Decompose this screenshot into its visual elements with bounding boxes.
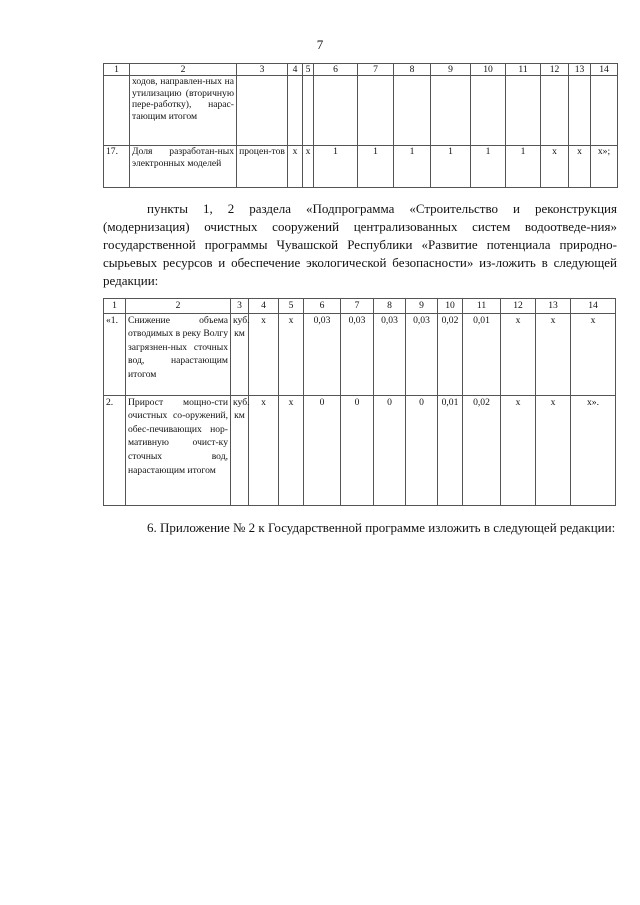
column-number: 9 <box>406 299 438 314</box>
table-cell: Снижение объема отводимых в реку Волгу загрязнен-ных сточных вод, нарастающим итогом <box>126 313 231 395</box>
table-cell: куб. км <box>231 313 249 395</box>
column-number: 14 <box>591 64 618 76</box>
table-cell: «1. <box>104 313 126 395</box>
table-cell: x»; <box>591 146 618 188</box>
table-cell: x <box>501 395 536 505</box>
table-cell: 0 <box>304 395 341 505</box>
table-cell: 0 <box>374 395 406 505</box>
column-number: 8 <box>394 64 431 76</box>
table-cell: 0,03 <box>304 313 341 395</box>
column-number: 13 <box>569 64 591 76</box>
table-cell <box>358 76 394 146</box>
table-cell: Прирост мощно-сти очистных со-оружений, обес-печивающих нор-мативную очист-ку сточных вод, нарастающим итогом <box>126 395 231 505</box>
table-cell: 1 <box>314 146 358 188</box>
table-cell: x <box>501 313 536 395</box>
column-number: 10 <box>438 299 463 314</box>
table-cell: Доля разработан-ных электронных моделей <box>130 146 237 188</box>
table-cell: x <box>249 395 279 505</box>
table-row <box>104 313 616 395</box>
table-cell <box>104 76 130 146</box>
column-number: 1 <box>104 64 130 76</box>
column-number: 13 <box>536 299 571 314</box>
table-cell <box>471 76 506 146</box>
table-cell: 1 <box>471 146 506 188</box>
table-cell: 0,01 <box>438 395 463 505</box>
table-cell: x <box>536 313 571 395</box>
indicators-table-continued <box>103 63 618 188</box>
column-number: 14 <box>571 299 616 314</box>
column-number: 9 <box>431 64 471 76</box>
table-cell: 0 <box>406 395 438 505</box>
column-number: 3 <box>231 299 249 314</box>
table-cell <box>288 76 303 146</box>
table-cell: 1 <box>506 146 541 188</box>
column-number: 11 <box>463 299 501 314</box>
table-cell: x <box>279 313 304 395</box>
table-cell: 0,03 <box>341 313 374 395</box>
table-cell <box>314 76 358 146</box>
column-number: 12 <box>501 299 536 314</box>
table-cell: x». <box>571 395 616 505</box>
table-cell: x <box>249 313 279 395</box>
table-header-row <box>104 64 618 76</box>
table-cell: 0,01 <box>463 313 501 395</box>
table-cell: x <box>288 146 303 188</box>
column-number: 10 <box>471 64 506 76</box>
column-number: 5 <box>303 64 314 76</box>
table-cell: 1 <box>394 146 431 188</box>
table-cell: 17. <box>104 146 130 188</box>
table-cell: 0 <box>341 395 374 505</box>
page-number: 7 <box>316 37 324 52</box>
table-cell: 0,02 <box>463 395 501 505</box>
column-number: 6 <box>304 299 341 314</box>
table-cell: 0,02 <box>438 313 463 395</box>
column-number: 7 <box>358 64 394 76</box>
table-cell <box>506 76 541 146</box>
column-number: 11 <box>506 64 541 76</box>
table-cell: 1 <box>358 146 394 188</box>
table-cell <box>394 76 431 146</box>
table-cell <box>569 76 591 146</box>
table-cell: x <box>569 146 591 188</box>
subprogram-indicators-table <box>103 298 616 506</box>
table-cell: 2. <box>104 395 126 505</box>
amendment-paragraph: пункты 1, 2 раздела «Подпрограмма «Строительство и реконструкция (модернизация) очистных сооружений централизованных систем водоотведе-ния» государственной программы Чувашской Республики «Развитие потенциала природно-сырьевых ресурсов и обеспечение экологической безопасности» из-ложить в следующей редакции: <box>103 201 617 288</box>
table-cell: x <box>541 146 569 188</box>
table-cell: x <box>303 146 314 188</box>
table-cell: процен-тов <box>237 146 288 188</box>
table-cell: 0,03 <box>406 313 438 395</box>
table-cell <box>541 76 569 146</box>
column-number: 8 <box>374 299 406 314</box>
table-cell <box>303 76 314 146</box>
column-number: 2 <box>126 299 231 314</box>
table-cell: ходов, направлен-ных на утилизацию (вторичную пере-работку), нарас-тающим итогом <box>130 76 237 146</box>
table-row <box>104 76 618 146</box>
table-cell: куб. км <box>231 395 249 505</box>
table-cell: 1 <box>431 146 471 188</box>
appendix-paragraph: 6. Приложение № 2 к Государственной программе изложить в следующей редакции: <box>147 520 616 535</box>
column-number: 5 <box>279 299 304 314</box>
table-cell <box>431 76 471 146</box>
table-cell: x <box>571 313 616 395</box>
table-cell: x <box>536 395 571 505</box>
column-number: 3 <box>237 64 288 76</box>
table-header-row <box>104 299 616 314</box>
column-number: 12 <box>541 64 569 76</box>
table-cell <box>237 76 288 146</box>
column-number: 2 <box>130 64 237 76</box>
column-number: 4 <box>249 299 279 314</box>
column-number: 6 <box>314 64 358 76</box>
column-number: 7 <box>341 299 374 314</box>
table-row <box>104 146 618 188</box>
table-row <box>104 395 616 505</box>
column-number: 1 <box>104 299 126 314</box>
column-number: 4 <box>288 64 303 76</box>
table-cell: 0,03 <box>374 313 406 395</box>
table-cell: x <box>279 395 304 505</box>
table-cell <box>591 76 618 146</box>
